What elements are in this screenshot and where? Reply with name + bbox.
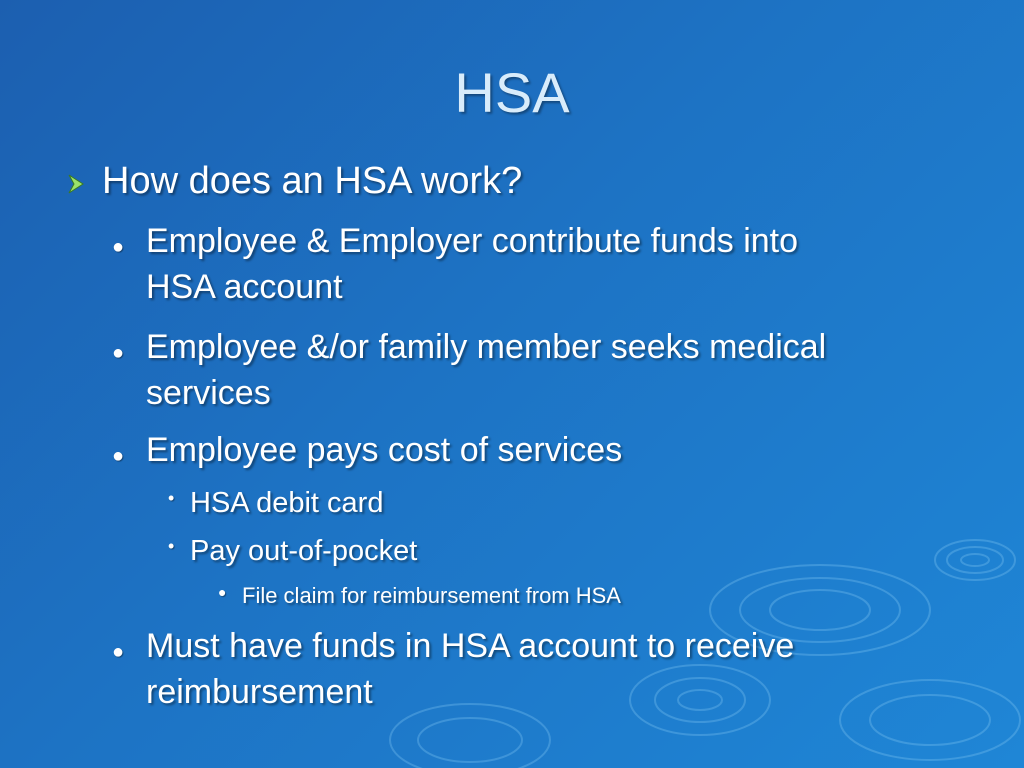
- round-bullet-icon: ●: [112, 236, 125, 258]
- point-4-line-1: Must have funds in HSA account to receive: [146, 627, 795, 665]
- sub-sub-item-file-claim: File claim for reimbursement from HSA: [242, 583, 621, 608]
- point-1-line-1: Employee & Employer contribute funds into: [146, 222, 799, 260]
- point-1-line-2: HSA account: [146, 268, 343, 306]
- question-heading: How does an HSA work?: [102, 160, 523, 202]
- round-bullet-icon: ●: [112, 342, 125, 364]
- round-bullet-icon: ●: [112, 445, 125, 467]
- slide-title: HSA: [454, 61, 570, 124]
- point-2-line-1: Employee &/or family member seeks medical: [146, 328, 827, 366]
- arrow-bullet-icon: [64, 172, 88, 196]
- small-bullet-icon: ●: [218, 584, 227, 600]
- sub-item-debit-card: HSA debit card: [190, 487, 384, 519]
- small-bullet-icon: •: [168, 488, 175, 508]
- point-2-line-2: services: [146, 374, 271, 412]
- round-bullet-icon: ●: [112, 641, 125, 663]
- point-3-line-1: Employee pays cost of services: [146, 431, 623, 469]
- sub-item-out-of-pocket: Pay out-of-pocket: [190, 535, 418, 567]
- point-4-line-2: reimbursement: [146, 673, 373, 711]
- small-bullet-icon: •: [168, 536, 175, 556]
